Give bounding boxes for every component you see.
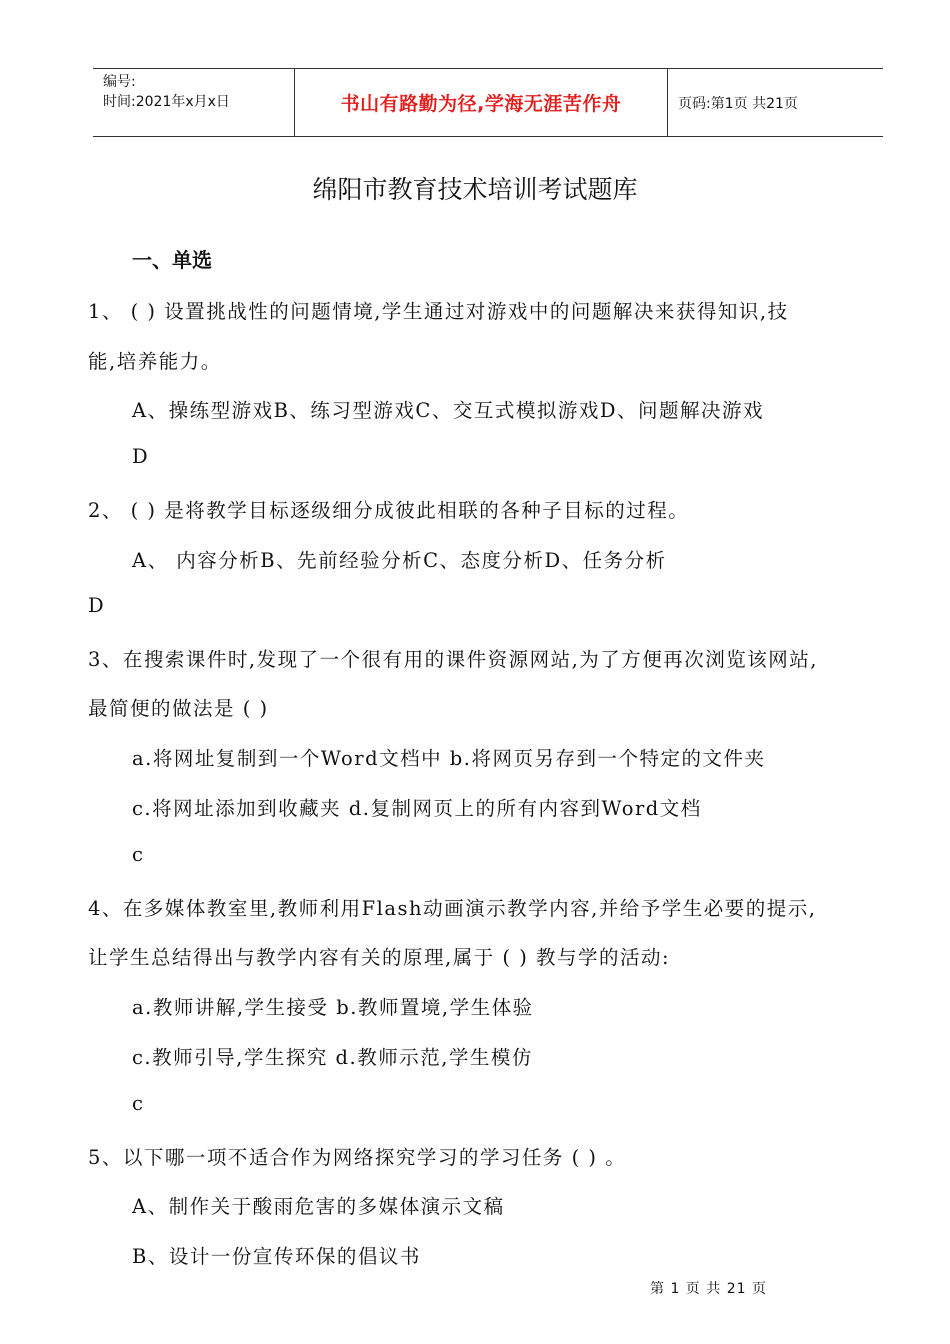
header-meta-cell: [93, 69, 295, 136]
header-motto-cell: [295, 69, 668, 136]
question-2-text: 2、 ( ) 是将教学目标逐级细分成彼此相联的各种子目标的过程。: [88, 499, 690, 522]
question-4-answer: c: [132, 1092, 145, 1115]
question-2-options: A、 内容分析B、先前经验分析C、态度分析D、任务分析: [132, 549, 667, 572]
question-1-options: A、操练型游戏B、练习型游戏C、交互式模拟游戏D、问题解决游戏: [132, 399, 764, 422]
question-1-text: 1、 ( ) 设置挑战性的问题情境,学生通过对游戏中的问题解决来获得知识,技: [88, 300, 789, 323]
question-5-option-b: B、设计一份宣传环保的倡议书: [132, 1245, 421, 1268]
question-5-option-a: A、制作关于酸雨危害的多媒体演示文稿: [132, 1195, 505, 1218]
motto: 书山有路勤为径,学海无涯苦作舟: [340, 93, 622, 115]
question-4-options-cd: c.教师引导,学生探究 d.教师示范,学生模仿: [132, 1046, 533, 1069]
page-info: 页码:第1页 共21页: [678, 95, 798, 112]
question-1-text-cont: 能,培养能力。: [88, 350, 222, 373]
document-title: 绵阳市教育技术培训考试题库: [312, 175, 638, 204]
question-5-text: 5、以下哪一项不适合作为网络探究学习的学习任务 ( ) 。: [88, 1146, 627, 1169]
section-heading: 一、单选: [132, 248, 212, 272]
question-4-options-ab: a.教师讲解,学生接受 b.教师置境,学生体验: [132, 996, 534, 1019]
question-4-text-cont: 让学生总结得出与教学内容有关的原理,属于 ( ) 教与学的活动:: [88, 946, 671, 969]
question-3-answer: c: [132, 843, 145, 866]
header-page-cell: [668, 69, 883, 136]
document-number: 编号:: [103, 74, 136, 90]
question-3-text: 3、在搜索课件时,发现了一个很有用的课件资源网站,为了方便再次浏览该网站,: [88, 648, 819, 671]
document-time: 时间:2021年x月x日: [103, 94, 230, 110]
question-1-answer: D: [132, 445, 150, 468]
question-4-text: 4、在多媒体教室里,教师利用Flash动画演示教学内容,并给予学生必要的提示,: [88, 897, 817, 920]
question-2-answer: D: [88, 594, 106, 617]
question-3-options-cd: c.将网址添加到收藏夹 d.复制网页上的所有内容到Word文档: [132, 797, 702, 820]
question-3-options-ab: a.将网址复制到一个Word文档中 b.将网页另存到一个特定的文件夹: [132, 747, 766, 770]
page-footer: 第 1 页 共 21 页: [650, 1281, 767, 1297]
header-table: [93, 68, 883, 137]
question-3-text-cont: 最简便的做法是 ( ): [88, 697, 269, 720]
